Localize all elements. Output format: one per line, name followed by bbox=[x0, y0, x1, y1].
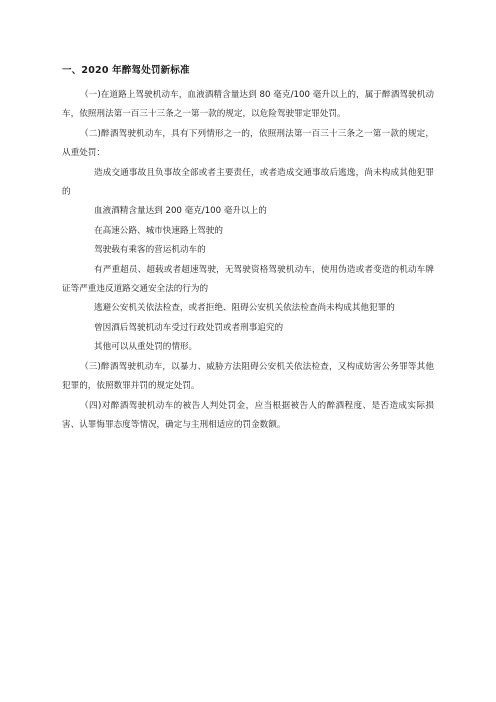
list-item-serious-violation: 有严重超员、超载或者超速驾驶，无驾驶资格驾驶机动车，使用伪造或者变造的机动车牌证等严重违反道路交通安全法的行为的 bbox=[62, 264, 434, 295]
paragraph-clause-3: （三)醉酒驾驶机动车，以暴力、威胁方法阻碍公安机关依法检查，又构成妨害公务罪等其他犯罪的，依照数罪并罚的规定处罚。 bbox=[62, 361, 434, 392]
list-item-prior-record: 曾因酒后驾驶机动车受过行政处罚或者刑事追究的 bbox=[94, 322, 284, 333]
section-heading: 一、2020 年醉驾处罚新标准 bbox=[62, 65, 190, 76]
list-item-blood-alcohol: 血液酒精含量达到 200 毫克/100 毫升以上的 bbox=[94, 206, 267, 217]
list-item-evade-inspection: 逃避公安机关依法检查，或者拒绝、阻碍公安机关依法检查尚未构成其他犯罪的 bbox=[94, 303, 395, 314]
list-item-expressway: 在高速公路、城市快速路上驾驶的 bbox=[94, 225, 223, 236]
paragraph-clause-4: （四)对醉酒驾驶机动车的被告人判处罚金，应当根据被告人的醉酒程度、是否造成实际损害、认罪悔罪态度等情况，确定与主刑相适应的罚金数额。 bbox=[62, 400, 434, 430]
paragraph-clause-1: （一)在道路上驾驶机动车，血液酒精含量达到 80 毫克/100 毫升以上的，属于醉酒驾驶机动车，依照刑法第一百三十三条之一第一款的规定，以危险驾驶罪定罪处罚。 bbox=[62, 90, 434, 120]
paragraph-clause-2: （二)醉酒驾驶机动车，具有下列情形之一的，依照刑法第一百三十三条之一第一款的规定，从重处罚： bbox=[62, 128, 434, 159]
list-item-other: 其他可以从重处罚的情形。 bbox=[94, 342, 198, 353]
list-item-accident: 造成交通事故且负事故全部或者主要责任，或者造成交通事故后逃逸，尚未构成其他犯罪的 bbox=[62, 167, 434, 198]
list-item-passenger-vehicle: 驾驶载有乘客的营运机动车的 bbox=[94, 245, 206, 256]
document-page bbox=[62, 64, 434, 435]
